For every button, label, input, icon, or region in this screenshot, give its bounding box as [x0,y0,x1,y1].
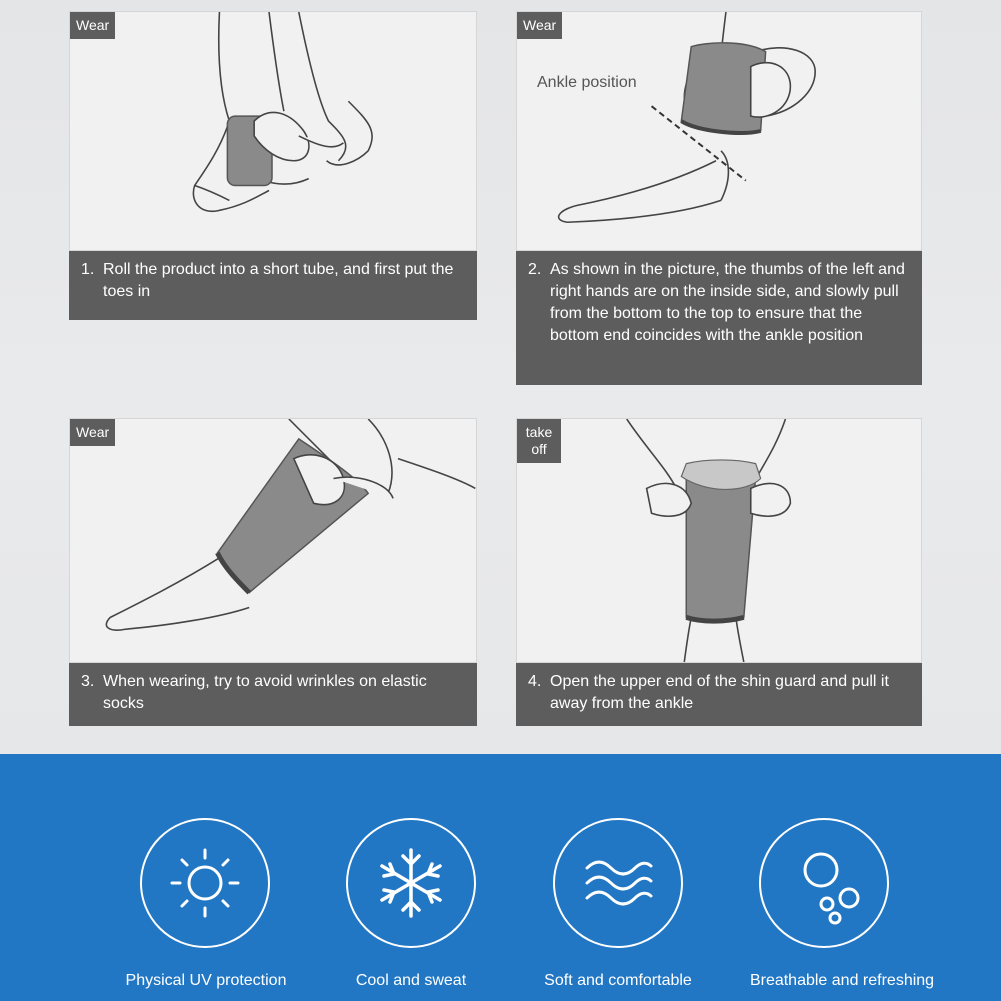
step-1-illustration [69,11,477,251]
feature-breathable-label: Breathable and refreshing [749,972,935,989]
take-off-illustration [517,419,921,662]
step-2-text: As shown in the picture, the thumbs of the left and right hands are on the inside side, and slowly pull from the bottom to the top to ensure that the bottom end coincides with the ankle position [550,261,905,344]
step-2-caption [516,251,922,385]
pull-to-ankle-illustration [517,12,921,250]
feature-uv-circle [140,818,270,948]
feature-breathable-circle [759,818,889,948]
step-1-text: Roll the product into a short tube, and first put the toes in [103,261,454,300]
step-4-text: Open the upper end of the shin guard and pull it away from the ankle [550,673,889,712]
step-3-number: 3. [81,673,95,690]
smooth-wrinkles-illustration [70,419,476,662]
step-3-text: When wearing, try to avoid wrinkles on elastic socks [103,673,427,712]
step-3-tag: Wear [70,419,115,446]
step-1-tag: Wear [70,12,115,39]
feature-breathable [749,818,899,968]
snowflake-icon [348,820,474,946]
feature-cool [336,818,486,968]
ankle-position-label: Ankle position [537,74,637,91]
feature-soft-circle [553,818,683,948]
step-4-number: 4. [528,673,542,690]
feature-cool-circle [346,818,476,948]
step-4-illustration [516,418,922,663]
step-2-number: 2. [528,261,542,278]
step-2-illustration [516,11,922,251]
feature-cool-label: Cool and sweat [355,972,467,989]
feature-soft-label: Soft and comfortable [544,972,692,989]
sun-icon [142,820,268,946]
step-3-illustration [69,418,477,663]
feature-soft [543,818,693,968]
step-1-caption [69,251,477,320]
step-4-tag: take off [517,419,561,463]
waves-icon [555,820,681,946]
foot-toes-in-illustration [70,12,476,250]
bubbles-icon [761,820,887,946]
feature-uv-label: Physical UV protection [125,972,287,989]
feature-uv [130,818,280,968]
step-3-caption [69,663,477,726]
step-1-number: 1. [81,261,95,278]
step-4-caption [516,663,922,726]
step-2-tag: Wear [517,12,562,39]
